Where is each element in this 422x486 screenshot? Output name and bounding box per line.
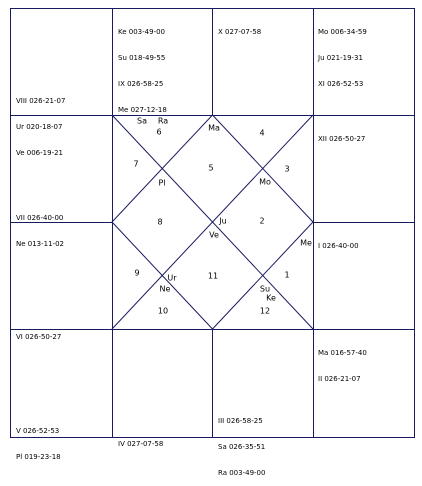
planet-ve: Ve (209, 230, 219, 240)
cell-line: VII 026-40-00 (16, 214, 64, 223)
house-number-9: 9 (134, 268, 140, 278)
cell-line: VIII 026-21-07 (16, 97, 66, 106)
house-number-11: 11 (207, 271, 219, 281)
planet-me: Me (300, 238, 312, 248)
cell-line: Ur 020-18-07 (16, 122, 63, 131)
house-number-4: 4 (259, 128, 265, 138)
house-number-12: 12 (259, 306, 271, 316)
house-number-8: 8 (157, 217, 163, 227)
house-number-3: 3 (284, 164, 290, 174)
cell-line: XI 026-52-53 (318, 79, 364, 88)
planet-mo: Mo (259, 177, 271, 187)
cell-top-right (318, 11, 367, 97)
cell-line: Me 027-12-18 (118, 105, 167, 114)
cell-right-3 (318, 225, 359, 259)
planet-ra: Ra (157, 116, 169, 126)
cell-line: IV 027-07-58 (118, 440, 164, 449)
planet-sa: Sa (137, 116, 147, 126)
cell-bottom-2 (118, 423, 163, 457)
cell-line: Sa 026-35-51 (218, 442, 266, 451)
cell-line: Pl 019-23-18 (16, 452, 61, 461)
cell-line: Ma 016-57-40 (318, 349, 367, 358)
cell-line: Mo 006-34-59 (318, 28, 367, 37)
planet-pl: Pl (158, 178, 166, 188)
planet-ma: Ma (208, 123, 220, 133)
house-number-7: 7 (133, 159, 139, 169)
cell-line: X 027-07-58 (218, 28, 262, 37)
cell-line: Ju 021-19-31 (318, 53, 363, 62)
house-number-2: 2 (259, 216, 265, 226)
cell-line: XII 026-50-27 (318, 135, 366, 144)
cell-right-2 (318, 118, 365, 152)
cell-top-2 (118, 11, 167, 123)
planet-su: Su (259, 284, 271, 294)
house-number-6: 6 (156, 127, 162, 137)
cell-bottom-left (16, 410, 61, 470)
planet-ju: Ju (219, 216, 227, 226)
cell-line: IX 026-58-25 (118, 79, 164, 88)
cell-line: Ve 006-19-21 (16, 148, 64, 157)
cell-line: I 026-40-00 (318, 242, 359, 251)
cell-line: III 026-58-25 (218, 417, 263, 426)
cell-line: VI 026-50-27 (16, 333, 62, 342)
planet-ne: Ne (159, 284, 171, 294)
cell-line: Ra 003-49-00 (218, 468, 266, 477)
planet-ke: Ke (266, 293, 276, 303)
planet-ur: Ur (167, 273, 177, 283)
house-number-5: 5 (208, 163, 214, 173)
house-number-10: 10 (157, 306, 169, 316)
house-number-1: 1 (284, 270, 290, 280)
cell-top-3 (218, 11, 261, 45)
cell-line: II 026-21-07 (318, 374, 361, 383)
cell-line: V 026-52-53 (16, 427, 60, 436)
cell-left-3 (16, 316, 61, 350)
cell-line: Ke 003-49-00 (118, 28, 166, 37)
cell-top-left (16, 80, 65, 166)
cell-line: Ne 013-11-02 (16, 239, 64, 248)
cell-line: Su 018-49-55 (118, 53, 166, 62)
cell-left-2 (16, 197, 64, 257)
cell-bottom-3 (218, 400, 265, 486)
cell-bottom-right (318, 332, 367, 392)
